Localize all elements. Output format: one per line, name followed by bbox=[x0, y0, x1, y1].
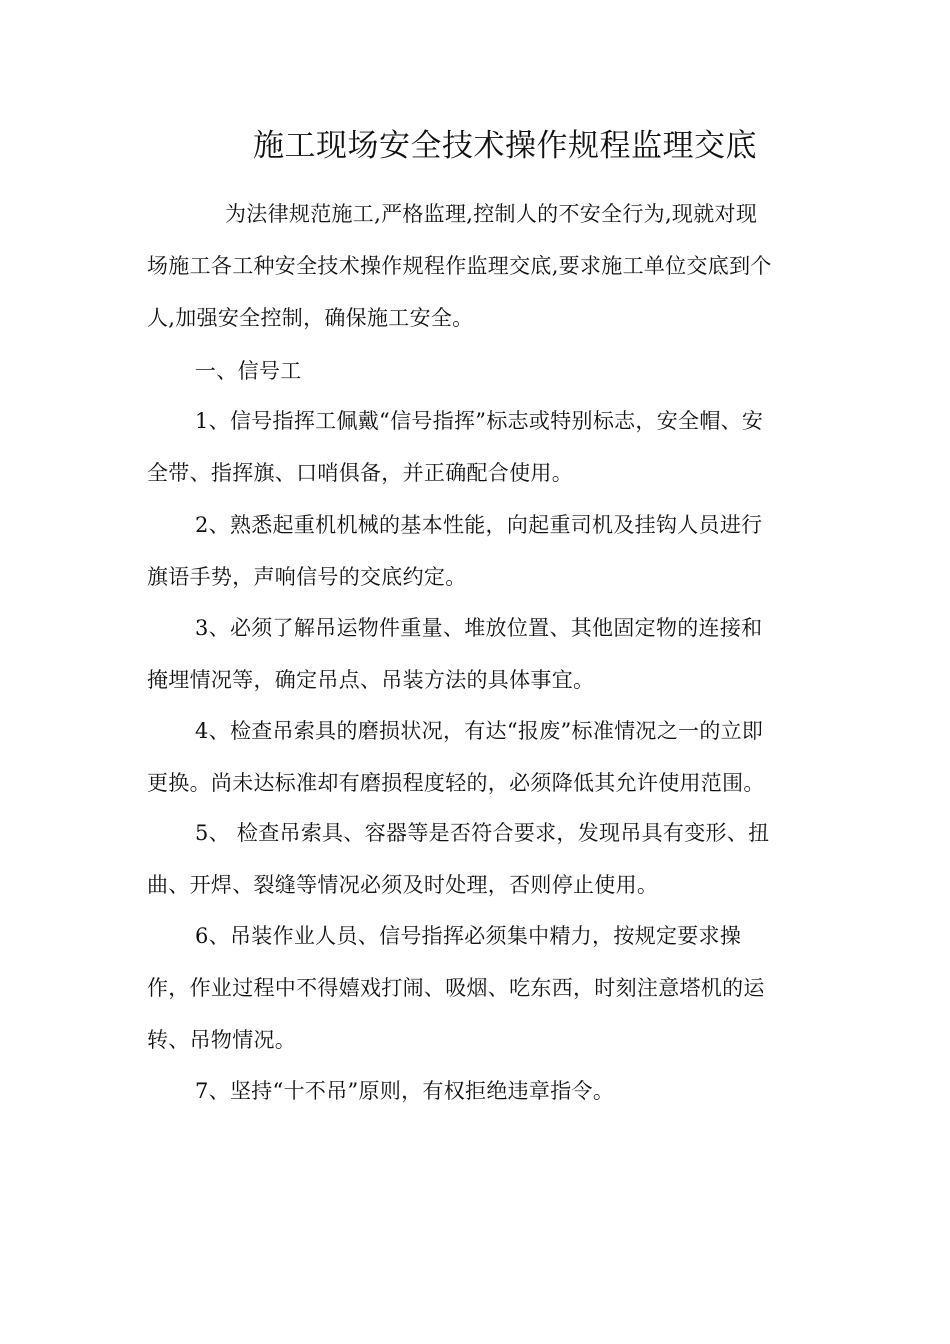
list-item-line: 作，作业过程中不得嬉戏打闹、吸烟、吃东西，时刻注意塔机的运 bbox=[147, 976, 765, 1000]
list-item-line: 6、吊装作业人员、信号指挥必须集中精力，按规定要求操 bbox=[195, 924, 742, 948]
section-heading: 一、信号工 bbox=[195, 359, 302, 383]
list-item-line: 曲、开焊、裂缝等情况必须及时处理，否则停止使用。 bbox=[147, 873, 659, 897]
intro-line: 为法律规范施工,严格监理,控制人的不安全行为,现就对现 bbox=[225, 202, 758, 226]
list-item-line: 7、坚持“十不吊”原则，有权拒绝违章指令。 bbox=[195, 1079, 615, 1103]
list-item-line: 2、熟悉起重机机械的基本性能，向起重司机及挂钩人员进行 bbox=[195, 513, 763, 537]
list-item-line: 掩埋情况等，确定吊点、吊装方法的具体事宜。 bbox=[147, 668, 595, 692]
list-item-line: 转、吊物情况。 bbox=[147, 1028, 297, 1052]
list-item-line: 旗语手势，声响信号的交底约定。 bbox=[147, 565, 467, 589]
intro-line: 人,加强安全控制，确保施工安全。 bbox=[147, 306, 474, 330]
list-item-line: 4、检查吊索具的磨损状况，有达“报废”标准情况之一的立即 bbox=[195, 719, 764, 743]
document-title: 施工现场安全技术操作规程监理交底 bbox=[253, 128, 757, 164]
list-item-line: 5、 检查吊索具、容器等是否符合要求，发现吊具有变形、扭 bbox=[195, 821, 770, 845]
list-item-line: 1、信号指挥工佩戴“信号指挥”标志或特别标志，安全帽、安 bbox=[195, 409, 764, 433]
list-item-line: 3、必须了解吊运物件重量、堆放位置、其他固定物的连接和 bbox=[195, 616, 763, 640]
list-item-line: 更换。尚未达标准却有磨损程度轻的，必须降低其允许使用范围。 bbox=[147, 771, 765, 795]
list-item-line: 全带、指挥旗、口哨俱备，并正确配合使用。 bbox=[147, 461, 573, 485]
intro-line: 场施工各工种安全技术操作规程作监理交底,要求施工单位交底到个 bbox=[147, 254, 772, 278]
